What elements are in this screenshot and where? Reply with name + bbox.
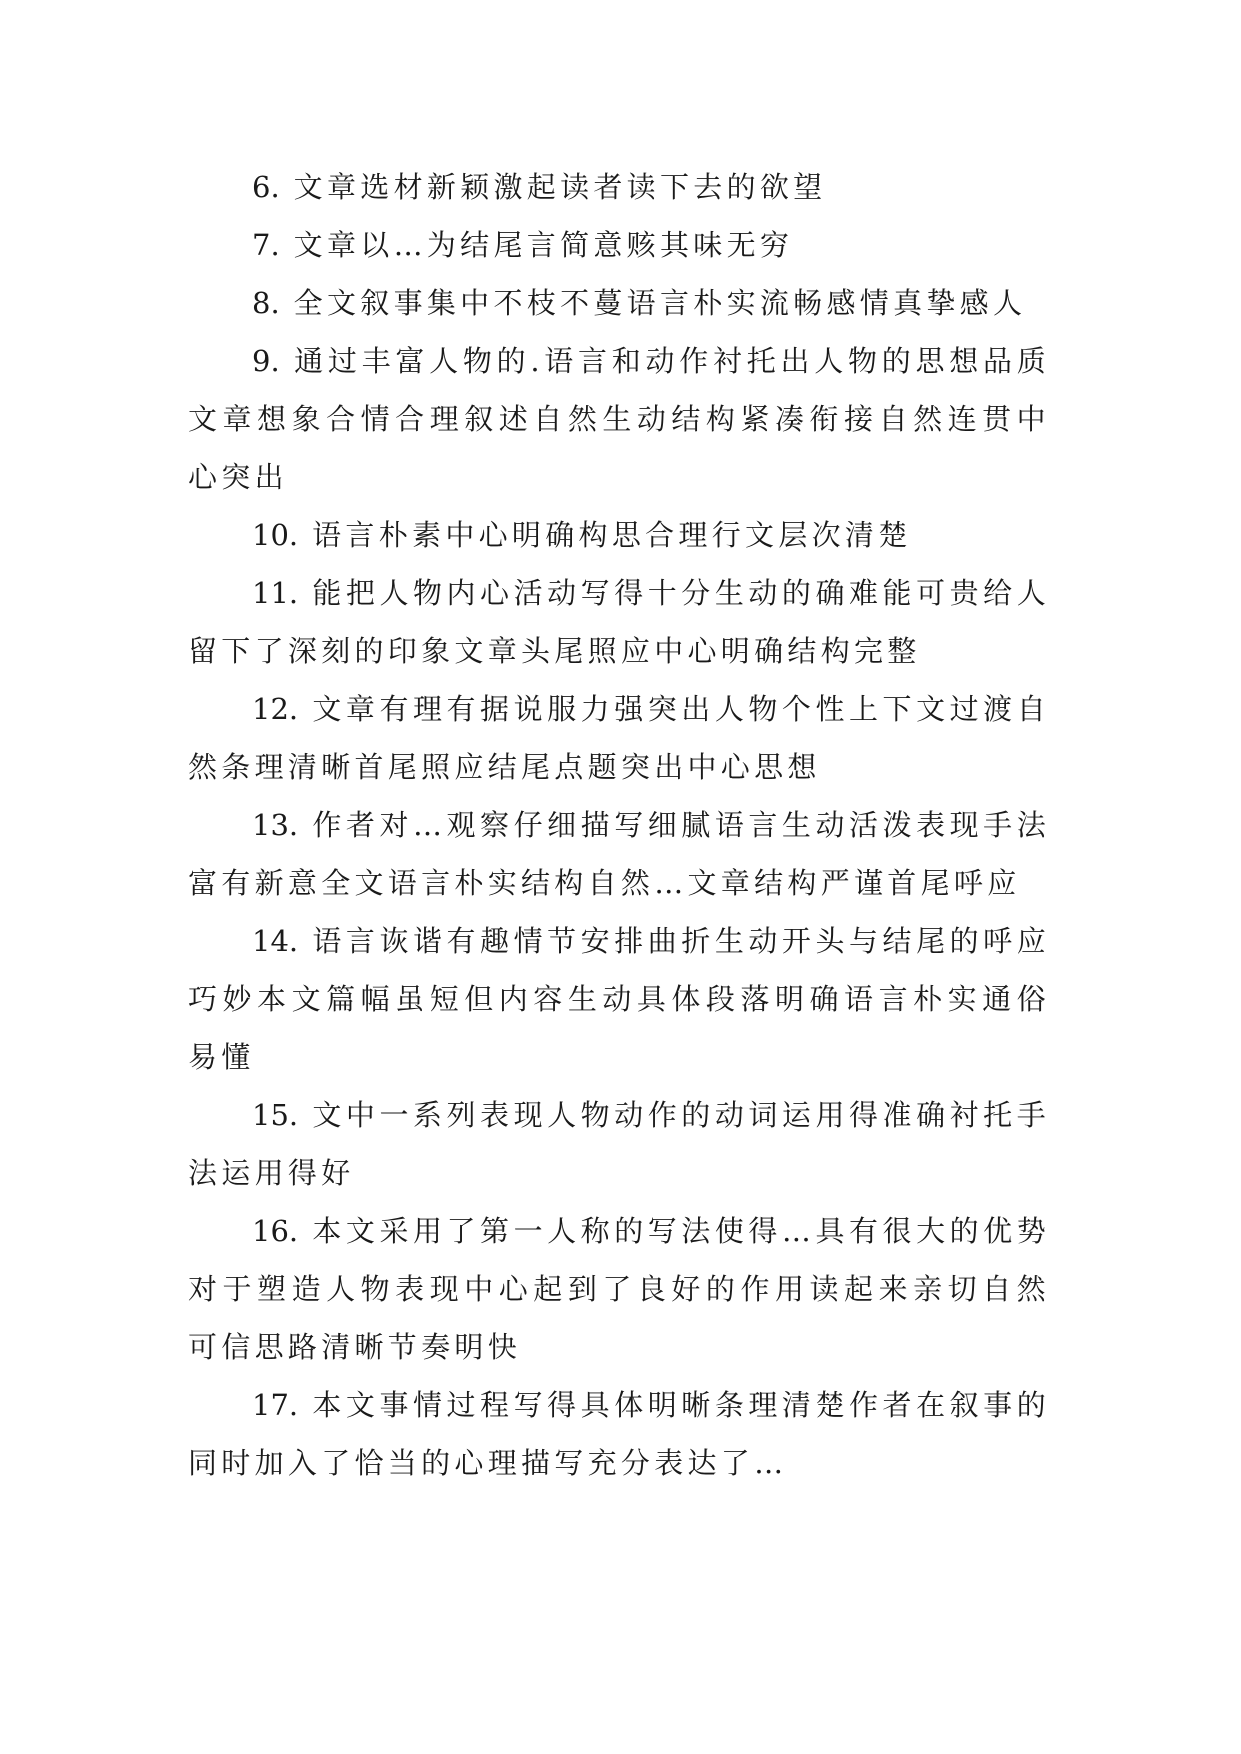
item-text: 通过丰富人物的.语言和动作衬托出人物的思想品质文章想象合情合理叙述自然生动结构紧凑衔接自然连贯中心突出 bbox=[188, 344, 1050, 494]
list-item-13 bbox=[188, 796, 1050, 912]
item-number: 15. bbox=[252, 1098, 299, 1132]
item-text: 文章以…为结尾言简意赅其味无穷 bbox=[293, 228, 794, 262]
document-page bbox=[188, 158, 1050, 1492]
item-text: 文中一系列表现人物动作的动词运用得准确衬托手法运用得好 bbox=[188, 1098, 1050, 1190]
item-number: 10. bbox=[252, 518, 299, 552]
list-item-17 bbox=[188, 1376, 1050, 1492]
item-number: 11. bbox=[252, 576, 299, 610]
list-item-9 bbox=[188, 332, 1050, 506]
item-text: 作者对…观察仔细描写细腻语言生动活泼表现手法富有新意全文语言朴实结构自然…文章结构严谨首尾呼应 bbox=[188, 808, 1050, 900]
item-number: 6. bbox=[252, 170, 280, 204]
item-number: 8. bbox=[252, 286, 280, 320]
list-item-12 bbox=[188, 680, 1050, 796]
item-number: 7. bbox=[252, 228, 280, 262]
item-text: 全文叙事集中不枝不蔓语言朴实流畅感情真挚感人 bbox=[293, 286, 1027, 320]
item-number: 13. bbox=[252, 808, 299, 842]
list-item-14 bbox=[188, 912, 1050, 1086]
item-text: 语言诙谐有趣情节安排曲折生动开头与结尾的呼应巧妙本文篇幅虽短但内容生动具体段落明确语言朴实通俗易懂 bbox=[188, 924, 1050, 1074]
item-number: 14. bbox=[252, 924, 299, 958]
list-item-10 bbox=[188, 506, 1050, 564]
list-item-6 bbox=[188, 158, 1050, 216]
item-text: 文章有理有据说服力强突出人物个性上下文过渡自然条理清晰首尾照应结尾点题突出中心思想 bbox=[188, 692, 1050, 784]
item-number: 16. bbox=[252, 1214, 299, 1248]
item-text: 本文事情过程写得具体明晰条理清楚作者在叙事的同时加入了恰当的心理描写充分表达了… bbox=[188, 1388, 1050, 1480]
list-item-15 bbox=[188, 1086, 1050, 1202]
item-text: 能把人物内心活动写得十分生动的确难能可贵给人留下了深刻的印象文章头尾照应中心明确结构完整 bbox=[188, 576, 1050, 668]
item-text: 文章选材新颖激起读者读下去的欲望 bbox=[293, 170, 827, 204]
list-item-16 bbox=[188, 1202, 1050, 1376]
item-text: 语言朴素中心明确构思合理行文层次清楚 bbox=[312, 518, 912, 552]
list-item-7 bbox=[188, 216, 1050, 274]
item-number: 12. bbox=[252, 692, 299, 726]
list-item-11 bbox=[188, 564, 1050, 680]
item-text: 本文采用了第一人称的写法使得…具有很大的优势对于塑造人物表现中心起到了良好的作用读起来亲切自然可信思路清晰节奏明快 bbox=[188, 1214, 1050, 1364]
item-number: 17. bbox=[252, 1388, 299, 1422]
item-number: 9. bbox=[252, 344, 280, 378]
list-item-8 bbox=[188, 274, 1050, 332]
